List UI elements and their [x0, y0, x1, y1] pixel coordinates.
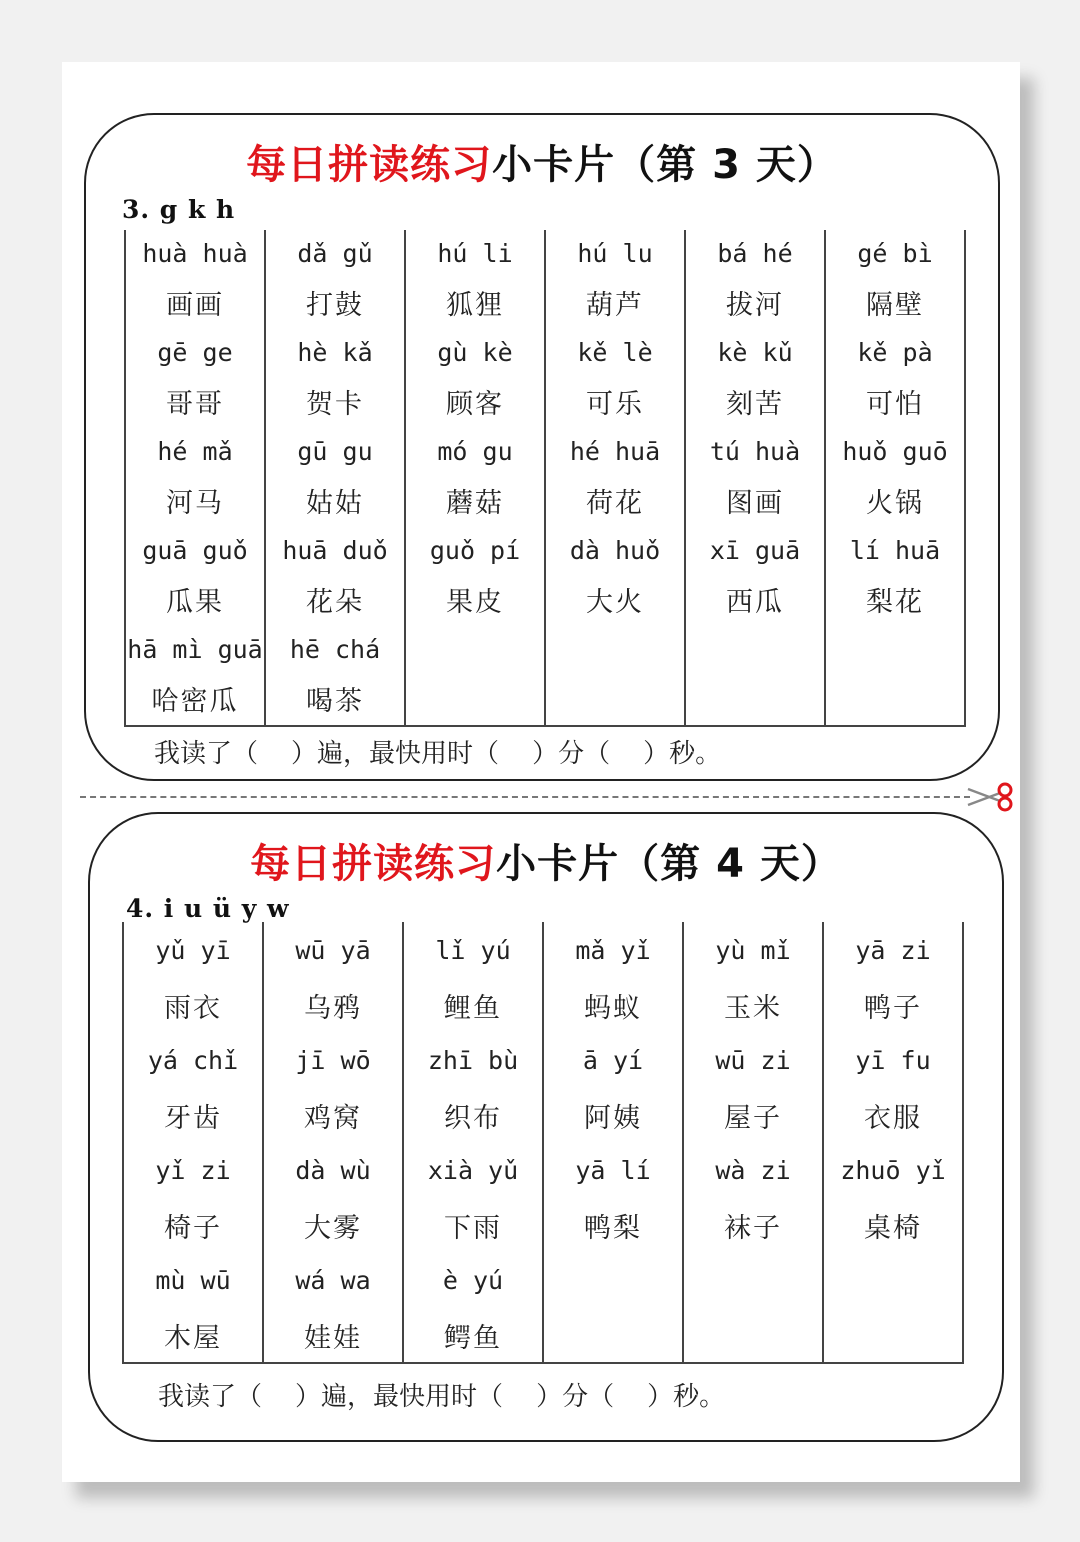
hanzi-text: 雨衣 — [164, 992, 222, 1024]
pinyin-text: kě lè — [577, 337, 653, 367]
pinyin-text: huā duǒ — [282, 535, 388, 565]
title-red-part: 每日拼读练习 — [246, 142, 493, 188]
word-cell — [684, 1252, 822, 1362]
hanzi-text: 瓜果 — [166, 587, 224, 618]
pinyin-text: hē chá — [289, 634, 381, 664]
pinyin-text: hé mǎ — [157, 436, 233, 466]
hanzi-text: 贺卡 — [306, 389, 364, 420]
word-cell — [826, 527, 964, 626]
word-cell — [126, 626, 264, 725]
hanzi-text: 姑姑 — [306, 488, 364, 519]
word-cell — [686, 230, 824, 329]
hanzi-text: 西瓜 — [726, 587, 784, 618]
word-grid — [124, 230, 966, 727]
word-cell — [266, 230, 404, 329]
pinyin-text: gé bì — [857, 238, 933, 268]
hanzi-text: 哈密瓜 — [151, 686, 239, 717]
word-cell — [686, 428, 824, 527]
word-cell — [404, 1142, 542, 1252]
pinyin-text: mǎ yǐ — [575, 935, 651, 965]
practice-card-day-4 — [88, 812, 1004, 1442]
pinyin-text: yā lí — [575, 1155, 651, 1185]
scissors-icon — [966, 781, 1014, 813]
hanzi-text: 牙齿 — [164, 1102, 222, 1134]
title-red-part: 每日拼读练习 — [250, 841, 497, 887]
pinyin-text: kě pà — [857, 337, 933, 367]
pinyin-text: yá chǐ — [147, 1045, 239, 1075]
pinyin-text: ā yí — [582, 1045, 644, 1075]
word-cell — [124, 1142, 262, 1252]
word-grid — [122, 922, 964, 1364]
word-cell — [684, 1032, 822, 1142]
cut-line — [80, 796, 970, 798]
hanzi-text: 下雨 — [444, 1212, 502, 1244]
pinyin-text: lí huā — [849, 535, 941, 565]
title-black-part: 小卡片（第 3 天） — [492, 142, 838, 188]
pinyin-text: xī guā — [709, 535, 801, 565]
word-cell — [266, 428, 404, 527]
word-cell — [686, 329, 824, 428]
word-cell — [544, 1142, 682, 1252]
word-cell — [126, 329, 264, 428]
word-cell — [266, 626, 404, 725]
pinyin-text: lǐ yú — [435, 935, 511, 965]
hanzi-text: 刻苦 — [726, 389, 784, 420]
word-cell — [266, 527, 404, 626]
pinyin-text: wá wa — [295, 1265, 371, 1295]
hanzi-text: 桌椅 — [864, 1212, 922, 1244]
hanzi-text: 画画 — [166, 290, 224, 321]
word-cell — [126, 527, 264, 626]
title-black-part: 小卡片（第 4 天） — [496, 841, 842, 887]
hanzi-text: 打鼓 — [306, 290, 364, 321]
hanzi-text: 鸭子 — [864, 992, 922, 1024]
pinyin-text: mù wū — [155, 1265, 231, 1295]
lesson-heading: 4. i u ü y w — [126, 894, 290, 923]
hanzi-text: 阿姨 — [584, 1102, 642, 1134]
hanzi-text: 袜子 — [724, 1212, 782, 1244]
word-cell — [264, 1032, 402, 1142]
word-column — [404, 922, 544, 1362]
hanzi-text: 荷花 — [586, 488, 644, 519]
word-cell — [126, 428, 264, 527]
hanzi-text: 狐狸 — [446, 290, 504, 321]
hanzi-text: 哥哥 — [166, 389, 224, 420]
pinyin-text: dǎ gǔ — [297, 238, 373, 268]
hanzi-text: 喝茶 — [306, 686, 364, 717]
reading-record-line: 我读了（ ）遍，最快用时（ ）分（ ）秒。 — [158, 1382, 726, 1412]
word-cell — [124, 1252, 262, 1362]
pinyin-text: gē ge — [157, 337, 233, 367]
pinyin-text: guǒ pí — [429, 535, 521, 565]
word-cell — [406, 428, 544, 527]
hanzi-text: 梨花 — [866, 587, 924, 618]
word-column — [124, 922, 264, 1362]
practice-card-day-3 — [84, 113, 1000, 781]
pinyin-text: guā guǒ — [142, 535, 248, 565]
hanzi-text: 拔河 — [726, 290, 784, 321]
hanzi-text: 玉米 — [724, 992, 782, 1024]
word-column — [266, 230, 406, 725]
pinyin-text: zhī bù — [427, 1045, 519, 1075]
word-cell — [404, 1032, 542, 1142]
pinyin-text: kè kǔ — [717, 337, 793, 367]
hanzi-text: 大火 — [586, 587, 644, 618]
word-column — [686, 230, 826, 725]
word-cell — [826, 428, 964, 527]
pinyin-text: yǔ yī — [155, 935, 231, 965]
pinyin-text: jī wō — [295, 1045, 371, 1075]
word-column — [544, 922, 684, 1362]
word-cell — [546, 230, 684, 329]
word-cell — [264, 1142, 402, 1252]
pinyin-text: yā zi — [855, 935, 931, 965]
word-cell — [406, 329, 544, 428]
card-title — [90, 832, 1002, 889]
hanzi-text: 隔壁 — [866, 290, 924, 321]
hanzi-text: 椅子 — [164, 1212, 222, 1244]
reading-record-line: 我读了（ ）遍，最快用时（ ）分（ ）秒。 — [154, 739, 722, 769]
word-cell — [406, 626, 544, 725]
hanzi-text: 娃娃 — [304, 1322, 362, 1354]
hanzi-text: 蚂蚁 — [584, 992, 642, 1024]
hanzi-text: 花朵 — [306, 587, 364, 618]
pinyin-text: yù mǐ — [715, 935, 791, 965]
pinyin-text: hú lu — [577, 238, 653, 268]
hanzi-text: 鸭梨 — [584, 1212, 642, 1244]
word-cell — [546, 626, 684, 725]
word-cell — [406, 230, 544, 329]
word-cell — [686, 626, 824, 725]
word-cell — [824, 1142, 962, 1252]
word-cell — [264, 1252, 402, 1362]
word-column — [546, 230, 686, 725]
hanzi-text: 蘑菇 — [446, 488, 504, 519]
card-title — [86, 133, 998, 190]
pinyin-text: hé huā — [569, 436, 661, 466]
word-column — [826, 230, 966, 725]
pinyin-text: yī fu — [855, 1045, 931, 1075]
word-cell — [686, 527, 824, 626]
pinyin-text: wū yā — [295, 935, 371, 965]
pinyin-text: xià yǔ — [427, 1155, 519, 1185]
word-column — [264, 922, 404, 1362]
pinyin-text: wū zi — [715, 1045, 791, 1075]
word-column — [824, 922, 964, 1362]
word-column — [126, 230, 266, 725]
word-cell — [824, 1252, 962, 1362]
hanzi-text: 大雾 — [304, 1212, 362, 1244]
lesson-heading: 3. g k h — [122, 195, 236, 224]
word-cell — [826, 230, 964, 329]
pinyin-text: dà wù — [295, 1155, 371, 1185]
word-cell — [264, 922, 402, 1032]
hanzi-text: 葫芦 — [586, 290, 644, 321]
pinyin-text: mó gu — [437, 436, 513, 466]
hanzi-text: 屋子 — [724, 1102, 782, 1134]
pinyin-text: hā mì guā — [127, 634, 263, 664]
hanzi-text: 图画 — [726, 488, 784, 519]
pinyin-text: zhuō yǐ — [840, 1155, 946, 1185]
word-cell — [824, 922, 962, 1032]
hanzi-text: 木屋 — [164, 1322, 222, 1354]
word-cell — [544, 1032, 682, 1142]
word-cell — [826, 329, 964, 428]
word-cell — [824, 1032, 962, 1142]
word-cell — [684, 922, 822, 1032]
word-cell — [546, 329, 684, 428]
word-column — [684, 922, 824, 1362]
word-cell — [544, 1252, 682, 1362]
word-cell — [684, 1142, 822, 1252]
word-cell — [544, 922, 682, 1032]
word-cell — [126, 230, 264, 329]
pinyin-text: gù kè — [437, 337, 513, 367]
hanzi-text: 顾客 — [446, 389, 504, 420]
word-cell — [826, 626, 964, 725]
hanzi-text: 鸡窝 — [304, 1102, 362, 1134]
pinyin-text: dà huǒ — [569, 535, 661, 565]
hanzi-text: 火锅 — [866, 488, 924, 519]
word-cell — [266, 329, 404, 428]
word-cell — [546, 428, 684, 527]
word-cell — [124, 922, 262, 1032]
pinyin-text: hè kǎ — [297, 337, 373, 367]
word-cell — [404, 1252, 542, 1362]
hanzi-text: 织布 — [444, 1102, 502, 1134]
hanzi-text: 果皮 — [446, 587, 504, 618]
pinyin-text: huà huà — [142, 238, 248, 268]
hanzi-text: 可怕 — [866, 389, 924, 420]
word-cell — [406, 527, 544, 626]
hanzi-text: 乌鸦 — [304, 992, 362, 1024]
word-cell — [124, 1032, 262, 1142]
hanzi-text: 可乐 — [586, 389, 644, 420]
hanzi-text: 鳄鱼 — [444, 1322, 502, 1354]
hanzi-text: 衣服 — [864, 1102, 922, 1134]
word-cell — [404, 922, 542, 1032]
pinyin-text: wà zi — [715, 1155, 791, 1185]
pinyin-text: huǒ guō — [842, 436, 948, 466]
word-column — [406, 230, 546, 725]
hanzi-text: 鲤鱼 — [444, 992, 502, 1024]
pinyin-text: hú li — [437, 238, 513, 268]
word-cell — [546, 527, 684, 626]
pinyin-text: gū gu — [297, 436, 373, 466]
pinyin-text: tú huà — [709, 436, 801, 466]
pinyin-text: yǐ zi — [155, 1155, 231, 1185]
pinyin-text: è yú — [442, 1265, 504, 1295]
pinyin-text: bá hé — [717, 238, 793, 268]
hanzi-text: 河马 — [166, 488, 224, 519]
